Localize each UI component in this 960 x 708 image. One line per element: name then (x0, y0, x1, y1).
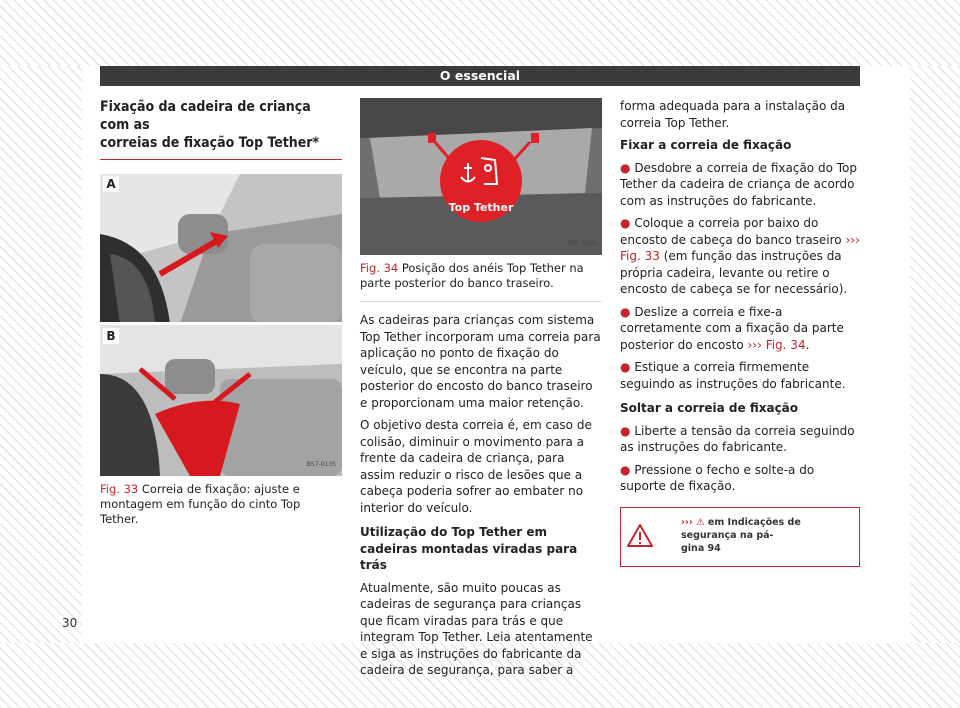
section-title-line2: correias de fixação Top Tether* (100, 135, 320, 151)
page-border-right (910, 66, 960, 643)
figure-34-caption (360, 261, 602, 291)
warning-box (620, 507, 860, 567)
caption-divider (360, 301, 602, 302)
panel-label-b: B (103, 328, 119, 344)
subheading-rear-facing: Utilização do Top Tether em cadeiras montadas viradas para trás (360, 525, 578, 572)
figure-34-illustration (360, 98, 602, 255)
bullet-icon: ● (620, 304, 631, 319)
bullet-icon: ● (620, 423, 631, 438)
right-column (620, 98, 860, 567)
step-4-text: Estique a correia firmemente seguindo as instruções do fabricante. (620, 360, 846, 391)
bullet-icon: ● (620, 462, 631, 477)
step-1 (620, 160, 860, 210)
step-6 (620, 462, 860, 495)
figure-33-caption (100, 482, 342, 527)
step-4 (620, 359, 860, 392)
middle-column (360, 98, 602, 685)
panel-label-a: A (103, 176, 119, 192)
step-3 (620, 304, 860, 354)
page-number: 30 (62, 616, 78, 630)
figure-34-caption-text: Posição dos anéis Top Tether na parte posterior do banco traseiro. (360, 261, 584, 290)
section-title (100, 98, 342, 152)
bullet-icon: ● (620, 360, 631, 374)
step-3-text-end: . (805, 337, 810, 352)
warning-link-arrow[interactable]: ››› (681, 516, 693, 528)
intro-paragraph: forma adequada para a instalação da correia Top Tether. (620, 99, 846, 130)
top-tether-badge: Top Tether (448, 201, 514, 214)
step-2 (620, 215, 860, 298)
step-3-text: Deslize a correia e fixe-a corretamente com a fixação da parte posterior do encosto (620, 304, 844, 352)
figure-33-caption-text: Correia de fixação: ajuste e montagem em função do cinto Top Tether. (100, 482, 301, 526)
warning-text (681, 516, 857, 555)
paragraph-1: As cadeiras para crianças com sistema Top Tether incorporam uma correia para aplicação no ponto de fixação do veículo, que se encontra na parte posterior do encosto do banco traseiro e proporcionam uma maior retenção. (360, 313, 601, 410)
title-rule (100, 159, 342, 160)
figure-33-label: Fig. 33 (100, 482, 139, 496)
figure-34-label: Fig. 34 (360, 261, 399, 275)
warning-triangle-icon (627, 524, 653, 547)
warning-text-line1: em Indicações de segurança na pá- (681, 516, 801, 541)
warning-text-line2: gina 94 (681, 542, 721, 554)
bullet-icon: ● (620, 160, 631, 175)
section-title-line1: Fixação da cadeira de criança com as (100, 99, 311, 133)
page-border-left (0, 66, 82, 643)
fix-strap-heading: Fixar a correia de fixação (620, 138, 792, 152)
step-5-text: Liberte a tensão da correia seguindo as instruções do fabricante. (620, 423, 855, 454)
left-column (100, 98, 342, 527)
paragraph-2: O objetivo desta correia é, em caso de colisão, diminuir o movimento para a frente da cadeira de criança, para assim reduzir o risco de lesões que a cabeça poderia sofrer ao embater no interior do veículo. (360, 418, 592, 515)
bullet-icon: ● (620, 216, 631, 230)
page-border-top (0, 0, 960, 66)
paragraph-3: Atualmente, são muito poucas as cadeiras de segurança para crianças que ficam viradas para trás e que integram Top Tether. Leia atentamente e siga as instruções do fabricante da cadeira de segurança, para saber a (360, 580, 593, 677)
fig-33-link[interactable]: ››› Fig. 33 (620, 232, 860, 263)
step-6-text: Pressione o fecho e solte-a do suporte de fixação. (620, 462, 815, 493)
step-2-text-end: (em função das instruções da própria cadeira, levante ou retire o encosto de cabeça se for necessário). (620, 249, 848, 296)
step-1-text: Desdobre a correia de fixação do Top Tether da cadeira de criança de acordo com as instruções do fabricante. (620, 160, 857, 208)
figure-33 (100, 174, 342, 476)
release-strap-heading: Soltar a correia de fixação (620, 401, 799, 415)
figure-33-code: B57-0135 (306, 460, 336, 468)
warning-small-icon: ⚠ (696, 516, 705, 528)
step-2-text: Coloque a correia por baixo do encosto de cabeça do banco traseiro (620, 216, 842, 247)
figure-33-illustration (100, 174, 342, 476)
step-5 (620, 423, 860, 456)
figure-34 (360, 98, 602, 255)
fig-34-link[interactable]: ››› Fig. 34 (747, 337, 806, 352)
figure-34-code: B6F-0006 (567, 239, 596, 247)
chapter-header: O essencial (100, 66, 860, 86)
